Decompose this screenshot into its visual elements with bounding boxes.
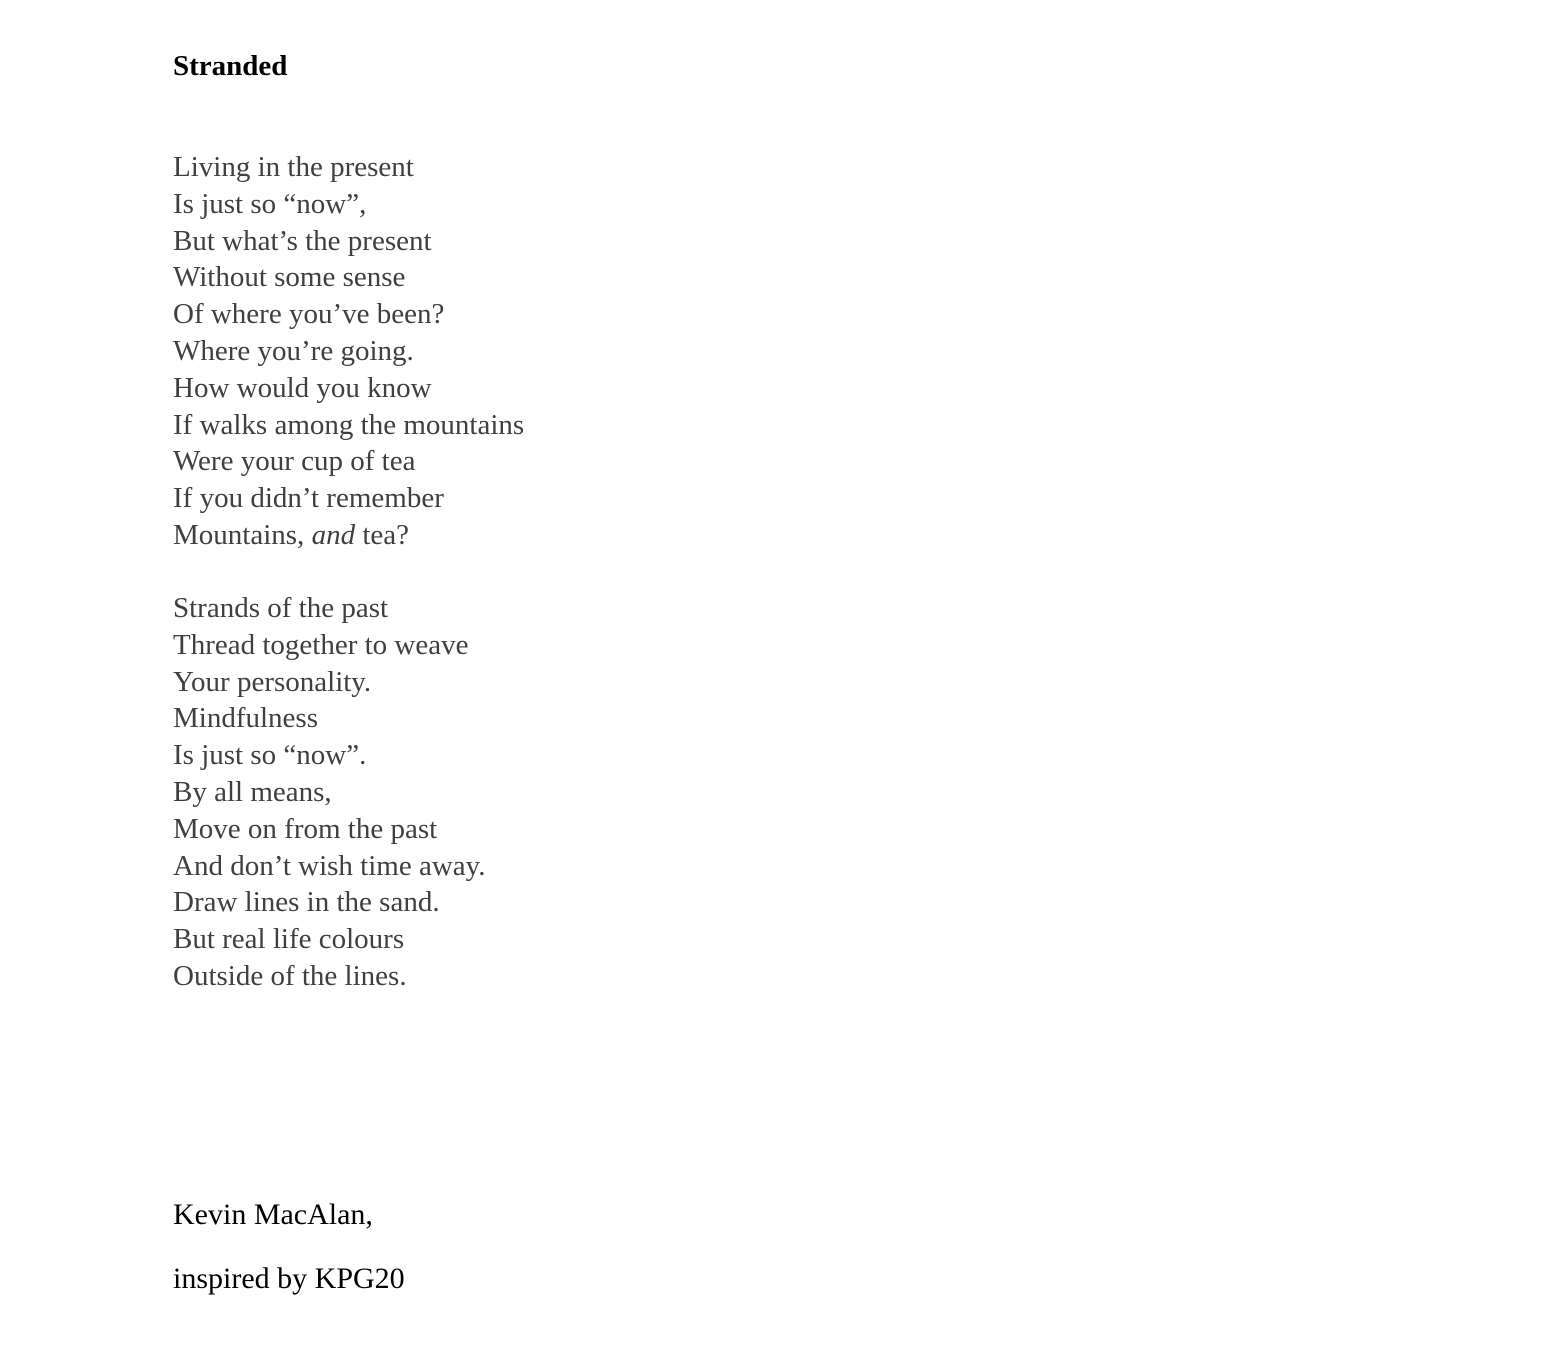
poem-line: How would you know [173, 371, 432, 404]
poem-line-last [173, 517, 524, 554]
poem-line: Of where you’ve been? [173, 298, 445, 331]
poem-line: Thread together to weave [173, 628, 469, 661]
poem-line: Living in the present [173, 151, 414, 183]
poem-line: Strands of the past [173, 592, 389, 624]
poem-line: Draw lines in the sand. [173, 886, 440, 919]
poem-line: Where you’re going. [173, 334, 414, 367]
author-credit: inspired by KPG20 [173, 1262, 405, 1295]
stanza-1 [173, 149, 524, 554]
poem-title: Stranded [173, 50, 288, 82]
poem-line: Without some sense [173, 261, 406, 294]
poem-line: Your personality. [173, 665, 372, 698]
poem-line: By all means, [173, 775, 332, 808]
poem-line: Outside of the lines. [173, 959, 407, 992]
poem-line: Is just so “now”. [173, 739, 367, 772]
poem-line-part: Mountains, [173, 518, 312, 551]
poem-line: But what’s the present [173, 224, 432, 257]
author-name: Kevin MacAlan, [173, 1198, 373, 1231]
poem-line: And don’t wish time away. [173, 849, 486, 882]
poem-line: But real life colours [173, 923, 405, 956]
poem-line-part: tea? [355, 518, 409, 551]
poem-line: Were your cup of tea [173, 445, 416, 478]
stanza-2 [173, 590, 486, 995]
poem-line: If you didn’t remember [173, 482, 444, 515]
poem-line: Move on from the past [173, 812, 438, 845]
poem-line: Mindfulness [173, 702, 318, 735]
poem-emphasis: and [311, 518, 356, 551]
poem-line: If walks among the mountains [173, 408, 525, 441]
poem-line: Is just so “now”, [173, 187, 367, 220]
